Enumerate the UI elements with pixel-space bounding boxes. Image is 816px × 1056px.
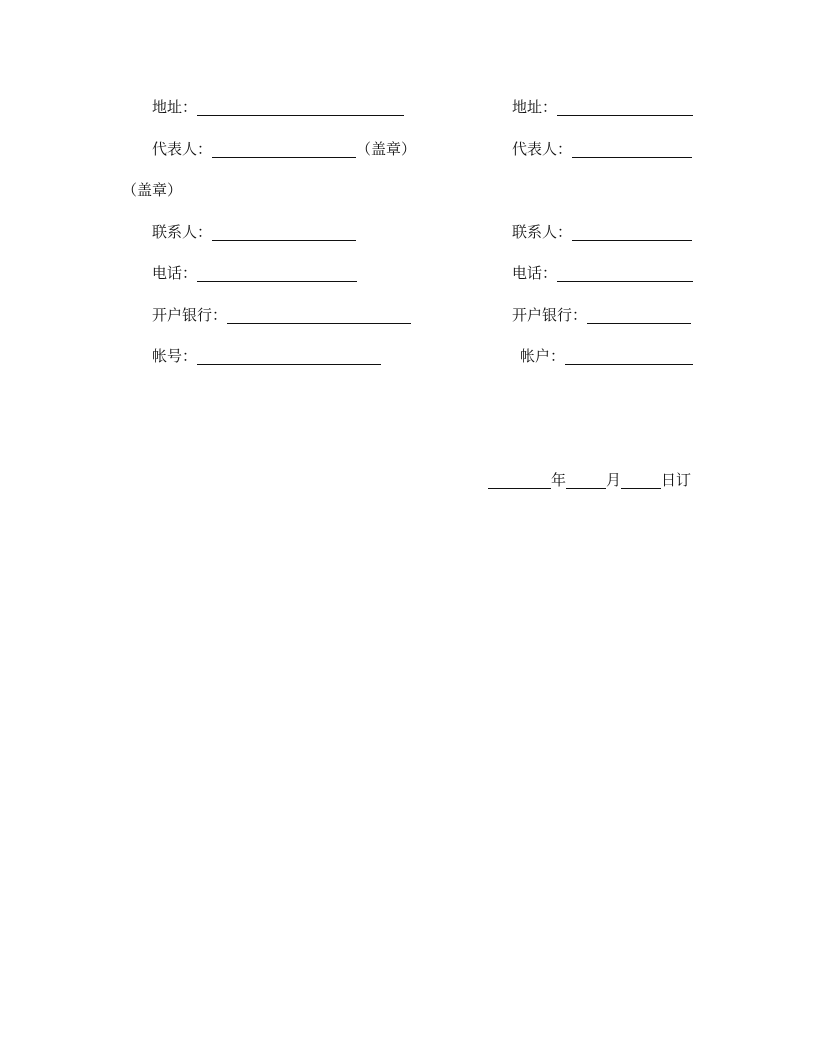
signing-date-row	[488, 469, 691, 491]
left-address-blank[interactable]	[197, 97, 404, 116]
right-contact-label: 联系人：	[512, 223, 573, 241]
month-unit: 月	[606, 471, 622, 489]
left-contact-blank[interactable]	[212, 222, 356, 241]
month-blank[interactable]	[566, 470, 606, 489]
left-representative-blank[interactable]	[212, 139, 356, 158]
left-phone-blank[interactable]	[197, 263, 357, 282]
right-address-blank[interactable]	[557, 97, 693, 116]
right-address-row	[512, 96, 693, 118]
left-bank-row	[152, 304, 411, 326]
right-account-row	[520, 345, 693, 367]
left-account-label: 帐号：	[152, 347, 198, 365]
left-bank-blank[interactable]	[227, 305, 411, 324]
left-representative-seal: （盖章）	[356, 140, 417, 158]
left-account-blank[interactable]	[197, 346, 381, 365]
right-representative-row	[512, 138, 692, 160]
left-representative-label: 代表人：	[152, 140, 213, 158]
day-blank[interactable]	[621, 470, 661, 489]
right-phone-blank[interactable]	[557, 263, 693, 282]
day-unit: 日订	[661, 471, 692, 489]
right-address-label: 地址：	[512, 98, 558, 116]
right-representative-blank[interactable]	[572, 139, 692, 158]
right-bank-row	[512, 304, 691, 326]
left-address-row	[152, 96, 404, 118]
right-account-blank[interactable]	[565, 346, 693, 365]
right-bank-blank[interactable]	[587, 305, 691, 324]
right-contact-row	[512, 221, 692, 243]
left-phone-label: 电话：	[152, 264, 198, 282]
right-phone-row	[512, 262, 693, 284]
year-blank[interactable]	[488, 470, 551, 489]
left-contact-label: 联系人：	[152, 223, 213, 241]
left-contact-row	[152, 221, 356, 243]
right-representative-label: 代表人：	[512, 140, 573, 158]
year-unit: 年	[551, 471, 567, 489]
left-address-label: 地址：	[152, 98, 198, 116]
right-account-label: 帐户：	[520, 347, 566, 365]
left-bank-label: 开户银行：	[152, 306, 228, 324]
left-phone-row	[152, 262, 357, 284]
right-bank-label: 开户银行：	[512, 306, 588, 324]
right-phone-label: 电话：	[512, 264, 558, 282]
right-seal-row	[122, 179, 182, 201]
left-account-row	[152, 345, 381, 367]
right-representative-seal: （盖章）	[122, 181, 183, 199]
left-representative-row	[152, 138, 416, 160]
right-contact-blank[interactable]	[572, 222, 692, 241]
